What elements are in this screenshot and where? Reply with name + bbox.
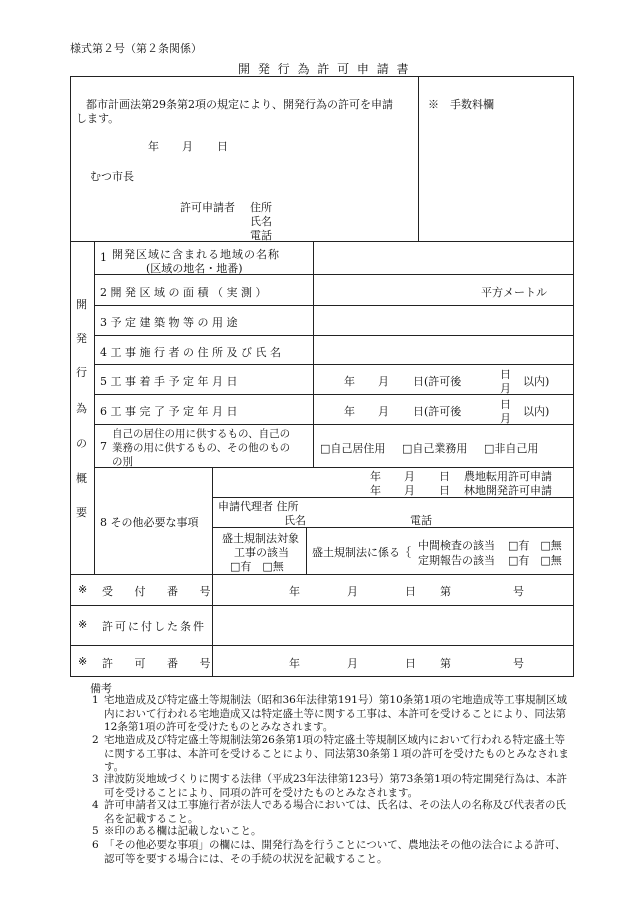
agent-phone-label: 電話 (410, 514, 432, 527)
row6-day: 日(許可後 (413, 405, 462, 418)
row5-year: 年 (344, 375, 355, 388)
permit-dai: 第 (440, 657, 451, 670)
note-item: 1 宅地造成及び特定盛土等規制法（昭和36年法律第191号）第10条第1項の宅地造成等工事規制区域内において行われる宅地造成又は特定盛土等に関する工事は、本許可を受けることにより、同法第12条第1項の許可を受けたものとみなされます。 (92, 694, 567, 733)
morido-target-options[interactable]: □有 □無 (230, 560, 284, 573)
morido-target-sublabel: 工事の該当 (234, 546, 289, 559)
morido-related-label: 盛土規制法に係る｛ (312, 546, 411, 559)
permit-mark: ※ (78, 655, 88, 668)
permit-go: 号 (513, 657, 524, 670)
addressee: むつ市長 (90, 170, 134, 183)
note-item: 5 ※印のある欄は記載しないこと。 (92, 825, 262, 837)
interim-inspection-label: 中間検査の該当 (418, 539, 495, 552)
row5-day2: 日 (500, 368, 511, 381)
row5-month: 月 (378, 375, 389, 388)
row5-day: 日(許可後 (413, 375, 462, 388)
application-statement-cont: します。 (76, 112, 120, 125)
row3-label: 3 予 定 建 築 物 等 の 用 途 (100, 316, 238, 329)
summary-side-label-3: 行 (76, 366, 87, 379)
applicant-address-label: 住所 (250, 201, 272, 214)
fee-field-label: ※ 手数料欄 (428, 98, 494, 111)
receipt-year: 年 (289, 585, 300, 598)
forest-year: 年 (370, 484, 381, 497)
receipt-dai: 第 (440, 585, 451, 598)
note-item: 2 宅地造成及び特定盛土等規制法第26条第1項の特定盛土等規制区域内において行われる特定盛土等に関する工事は、本許可を受けることにより、同法第30条第１項の許可を受けたものとみなされます。 (92, 734, 569, 773)
row1-sublabel: (区域の地名・地番) (146, 262, 243, 275)
row1-number: 1 (100, 251, 107, 264)
note-item: 3 津波防災地域づくりに関する法律（平成23年法律第123号）第73条第1項の特定開発行為は、本許可を受けることにより、同項の許可を受けたものとみなされます。 (92, 773, 567, 799)
periodic-report-label: 定期報告の該当 (418, 554, 495, 567)
conditions-mark: ※ (78, 618, 88, 631)
applicant-phone-label: 電話 (250, 229, 272, 242)
receipt-month: 月 (347, 585, 358, 598)
summary-side-label-6: 概 (76, 472, 87, 485)
interim-inspection-options[interactable]: □有 □無 (508, 539, 562, 552)
row6-label: 6 工 事 完 了 予 定 年 月 日 (100, 405, 238, 418)
farm-month: 月 (404, 470, 415, 483)
agent-address-label: 申請代理者 住所 (218, 500, 299, 513)
summary-side-label-4: 為 (76, 402, 87, 415)
forest-day: 日 (439, 484, 450, 497)
row6-day2: 日 (500, 398, 511, 411)
row7-label-b: 業務の用に供するもの、その他のもの (112, 442, 291, 454)
row2-unit: 平方メートル (481, 286, 547, 299)
permit-month: 月 (347, 657, 358, 670)
agent-name-label: 氏名 (284, 514, 306, 527)
receipt-day: 日 (405, 585, 416, 598)
summary-side-label-2: 発 (76, 332, 87, 345)
row6-month: 月 (378, 405, 389, 418)
row7-label-c: の別 (112, 456, 133, 468)
date-month-label: 月 (182, 140, 193, 153)
summary-side-label-1: 開 (76, 298, 87, 311)
application-statement: 都市計画法第29条第2項の規定により、開発行為の許可を申請 (86, 98, 393, 111)
row6-year: 年 (344, 405, 355, 418)
permit-year: 年 (289, 657, 300, 670)
morido-target-label: 盛土規制法対象 (222, 532, 299, 545)
summary-side-label-5: の (76, 437, 87, 450)
date-day-label: 日 (217, 140, 228, 153)
page-title: 開 発 行 為 許 可 申 請 書 (238, 62, 411, 76)
permit-number-label: 許 可 番 号 (102, 657, 220, 670)
permit-conditions-label: 許可に付した条件 (102, 620, 206, 633)
applicant-name-label: 氏名 (250, 215, 272, 228)
note-item: 4 許可申請者又は工事施行者が法人である場合においては、氏名は、その法人の名称及び代表者の氏名を記載すること。 (92, 799, 566, 825)
date-year-label: 年 (148, 140, 159, 153)
periodic-report-options[interactable]: □有 □無 (508, 554, 562, 567)
farm-day: 日 (439, 470, 450, 483)
row7-option-non-self[interactable]: □非自己用 (484, 442, 539, 455)
farm-year: 年 (370, 470, 381, 483)
forest-month: 月 (404, 484, 415, 497)
permit-day: 日 (405, 657, 416, 670)
row7-option-self-residence[interactable]: □自己居住用 (320, 442, 386, 455)
note-item: 6 「その他必要な事項」の欄には、開発行為を行うことについて、農地法その他の法合による許可、認可等を要する場合には、その手続の状況を記載すること。 (92, 839, 566, 865)
farm-conversion-label: 農地転用許可申請 (464, 470, 552, 483)
row6-within: 以内) (523, 405, 550, 418)
row7-option-self-business[interactable]: □自己業務用 (402, 442, 468, 455)
form-number: 様式第２号（第２条関係） (70, 42, 202, 55)
row7-number: 7 (100, 440, 107, 453)
applicant-label: 許可申請者 (180, 201, 235, 214)
summary-side-label-7: 要 (76, 506, 87, 519)
receipt-number-label: 受 付 番 号 (102, 585, 220, 598)
receipt-mark: ※ (78, 583, 88, 596)
forest-development-label: 林地開発許可申請 (464, 484, 552, 497)
row8-label: 8 その他必要な事項 (100, 516, 199, 529)
row5-within: 以内) (523, 375, 550, 388)
row5-label: 5 工 事 着 手 予 定 年 月 日 (100, 375, 238, 388)
row7-label-a: 自己の居住の用に供するもの、自己の (112, 428, 291, 440)
row5-month2: 月 (500, 382, 511, 395)
row4-label: 4 工 事 施 行 者 の 住 所 及 び 氏 名 (100, 346, 281, 359)
row1-label: 開発区域に含まれる地域の名称 (112, 248, 280, 261)
row6-month2: 月 (500, 412, 511, 425)
receipt-go: 号 (513, 585, 524, 598)
notes-heading: 備考 (90, 682, 112, 695)
row2-label: 2 開 発 区 域 の 面 積 （ 実 測 ） (100, 286, 267, 299)
